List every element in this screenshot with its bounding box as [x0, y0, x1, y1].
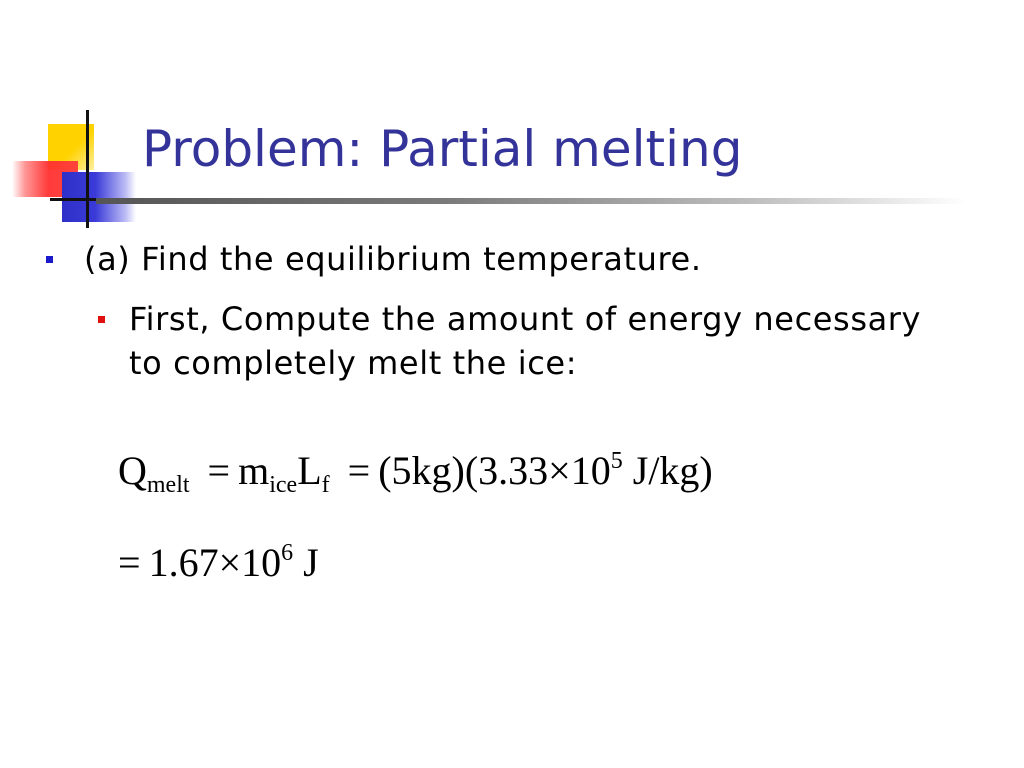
eq-q-subscript: melt: [146, 472, 190, 498]
eq-rhs-unit: J/kg): [622, 448, 713, 493]
eq-m-symbol: m: [238, 448, 270, 493]
eq-l-subscript: f: [321, 472, 330, 498]
eq-equals-2: =: [347, 448, 371, 493]
logo-vertical-line: [86, 110, 89, 228]
bullet-text-find-equilibrium: (a) Find the equilibrium temperature.: [84, 240, 702, 278]
equation-line-2: [118, 532, 713, 594]
eq-q-symbol: Q: [118, 448, 147, 493]
melt-energy-equation: [118, 440, 713, 594]
red-square-bullet-icon: [98, 316, 105, 323]
logo-blue-square: [62, 172, 136, 222]
eq-rhs-value: (5kg)(3.33×10: [378, 448, 611, 493]
logo-horizontal-line: [50, 198, 98, 201]
slide-logo: [0, 0, 150, 240]
blue-square-bullet-icon: [46, 256, 53, 263]
bullet-text-compute-energy: First, Compute the amount of energy necessary to completely melt the ice:: [129, 300, 922, 382]
equation-line-1: [118, 440, 713, 502]
bullet-level-2: [98, 297, 958, 385]
eq-result-unit: J: [293, 540, 319, 585]
bullet-level-1: [46, 239, 946, 279]
eq-l-symbol: L: [297, 448, 322, 493]
eq-m-subscript: ice: [269, 472, 298, 498]
slide-title: Problem: Partial melting: [142, 120, 743, 178]
eq-result-value: 1.67×10: [148, 540, 282, 585]
eq-rhs-exponent: 5: [610, 448, 623, 474]
eq-result-exponent: 6: [281, 540, 294, 566]
eq-equals-1: =: [207, 448, 231, 493]
eq-result-equals: =: [118, 540, 141, 585]
title-underline: [96, 198, 966, 204]
